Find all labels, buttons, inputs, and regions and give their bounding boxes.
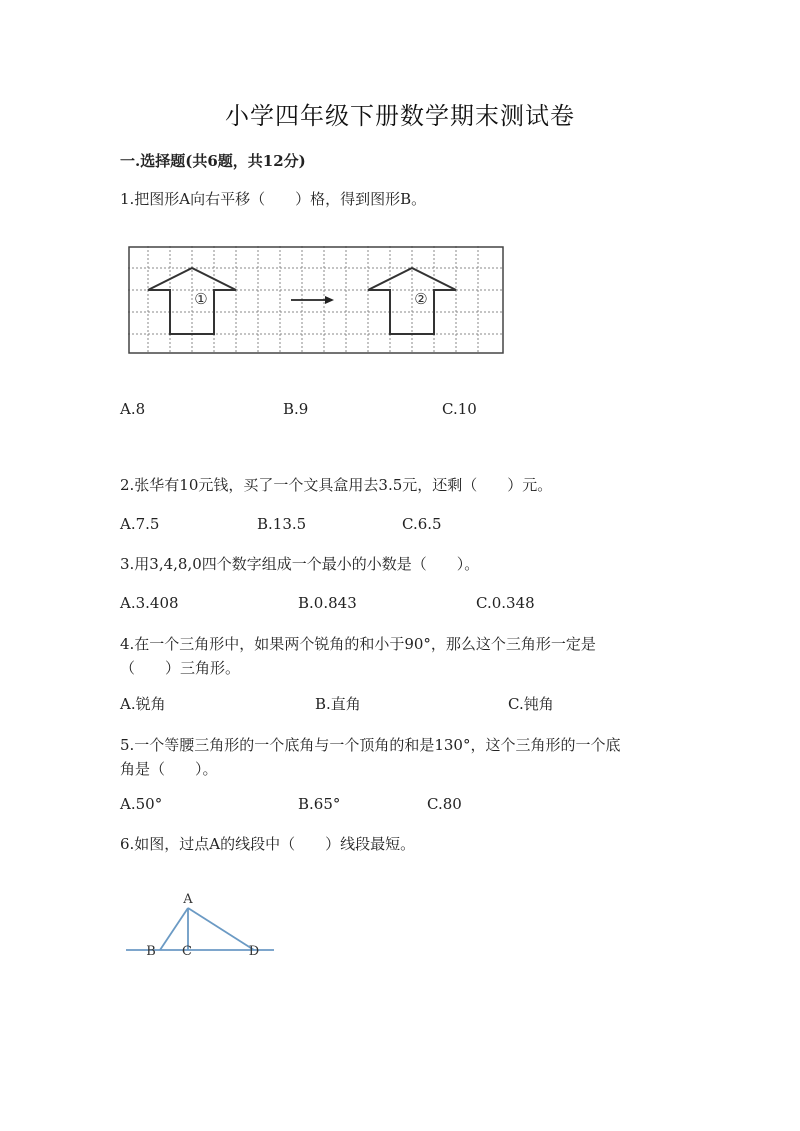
segment-ad [188,908,254,950]
question-6-triangle-figure [124,888,284,968]
question-4-line-2: （ ）三角形。 [120,659,241,677]
question-5-option-c: C.80 [427,795,462,813]
question-1-option-a: A.8 [120,400,146,418]
point-a-label: A [183,892,193,907]
question-1-text: 1.把图形A向右平移（ ）格，得到图形B。 [120,190,427,208]
question-3-option-c: C.0.348 [476,594,535,612]
point-c-label: C [182,944,192,959]
question-2-option-c: C.6.5 [402,515,442,533]
shape-b-arrow [368,268,456,334]
question-6-text: 6.如图，过点A的线段中（ ）线段最短。 [120,835,416,853]
question-3-option-a: A.3.408 [120,594,179,612]
question-2-text: 2.张华有10元钱，买了一个文具盒用去3.5元，还剩（ ）元。 [120,476,553,494]
question-3-text: 3.用3,4,8,0四个数字组成一个最小的小数是（ ）。 [120,555,480,573]
question-1-option-b: B.9 [283,400,309,418]
question-4-line-1: 4.在一个三角形中，如果两个锐角的和小于90°，那么这个三角形一定是 [120,635,596,653]
question-5-line-2: 角是（ ）。 [120,760,218,778]
question-5-option-b: B.65° [298,795,341,813]
shape-b-label: ② [414,290,428,308]
question-4-option-a: A.锐角 [120,695,166,713]
question-3-option-b: B.0.843 [298,594,357,612]
shape-a-arrow [148,268,236,334]
question-2-option-a: A.7.5 [120,515,160,533]
question-5-line-1: 5.一个等腰三角形的一个底角与一个顶角的和是130°，这个三角形的一个底 [120,736,621,754]
question-1-grid-figure [128,246,504,354]
question-4-option-c: C.钝角 [508,695,554,713]
question-5-text [120,733,680,781]
point-d-label: D [248,944,260,959]
section-heading: 一.选择题(共6题，共12分) [120,152,306,170]
question-2-option-b: B.13.5 [257,515,307,533]
page-title: 小学四年级下册数学期末测试卷 [225,102,575,130]
translation-arrow-head [325,296,334,304]
question-5-option-a: A.50° [120,795,163,813]
question-4-option-b: B.直角 [315,695,361,713]
question-4-text [120,632,680,680]
point-b-label: B [146,944,156,959]
shape-a-label: ① [194,290,208,308]
question-1-option-c: C.10 [442,400,477,418]
